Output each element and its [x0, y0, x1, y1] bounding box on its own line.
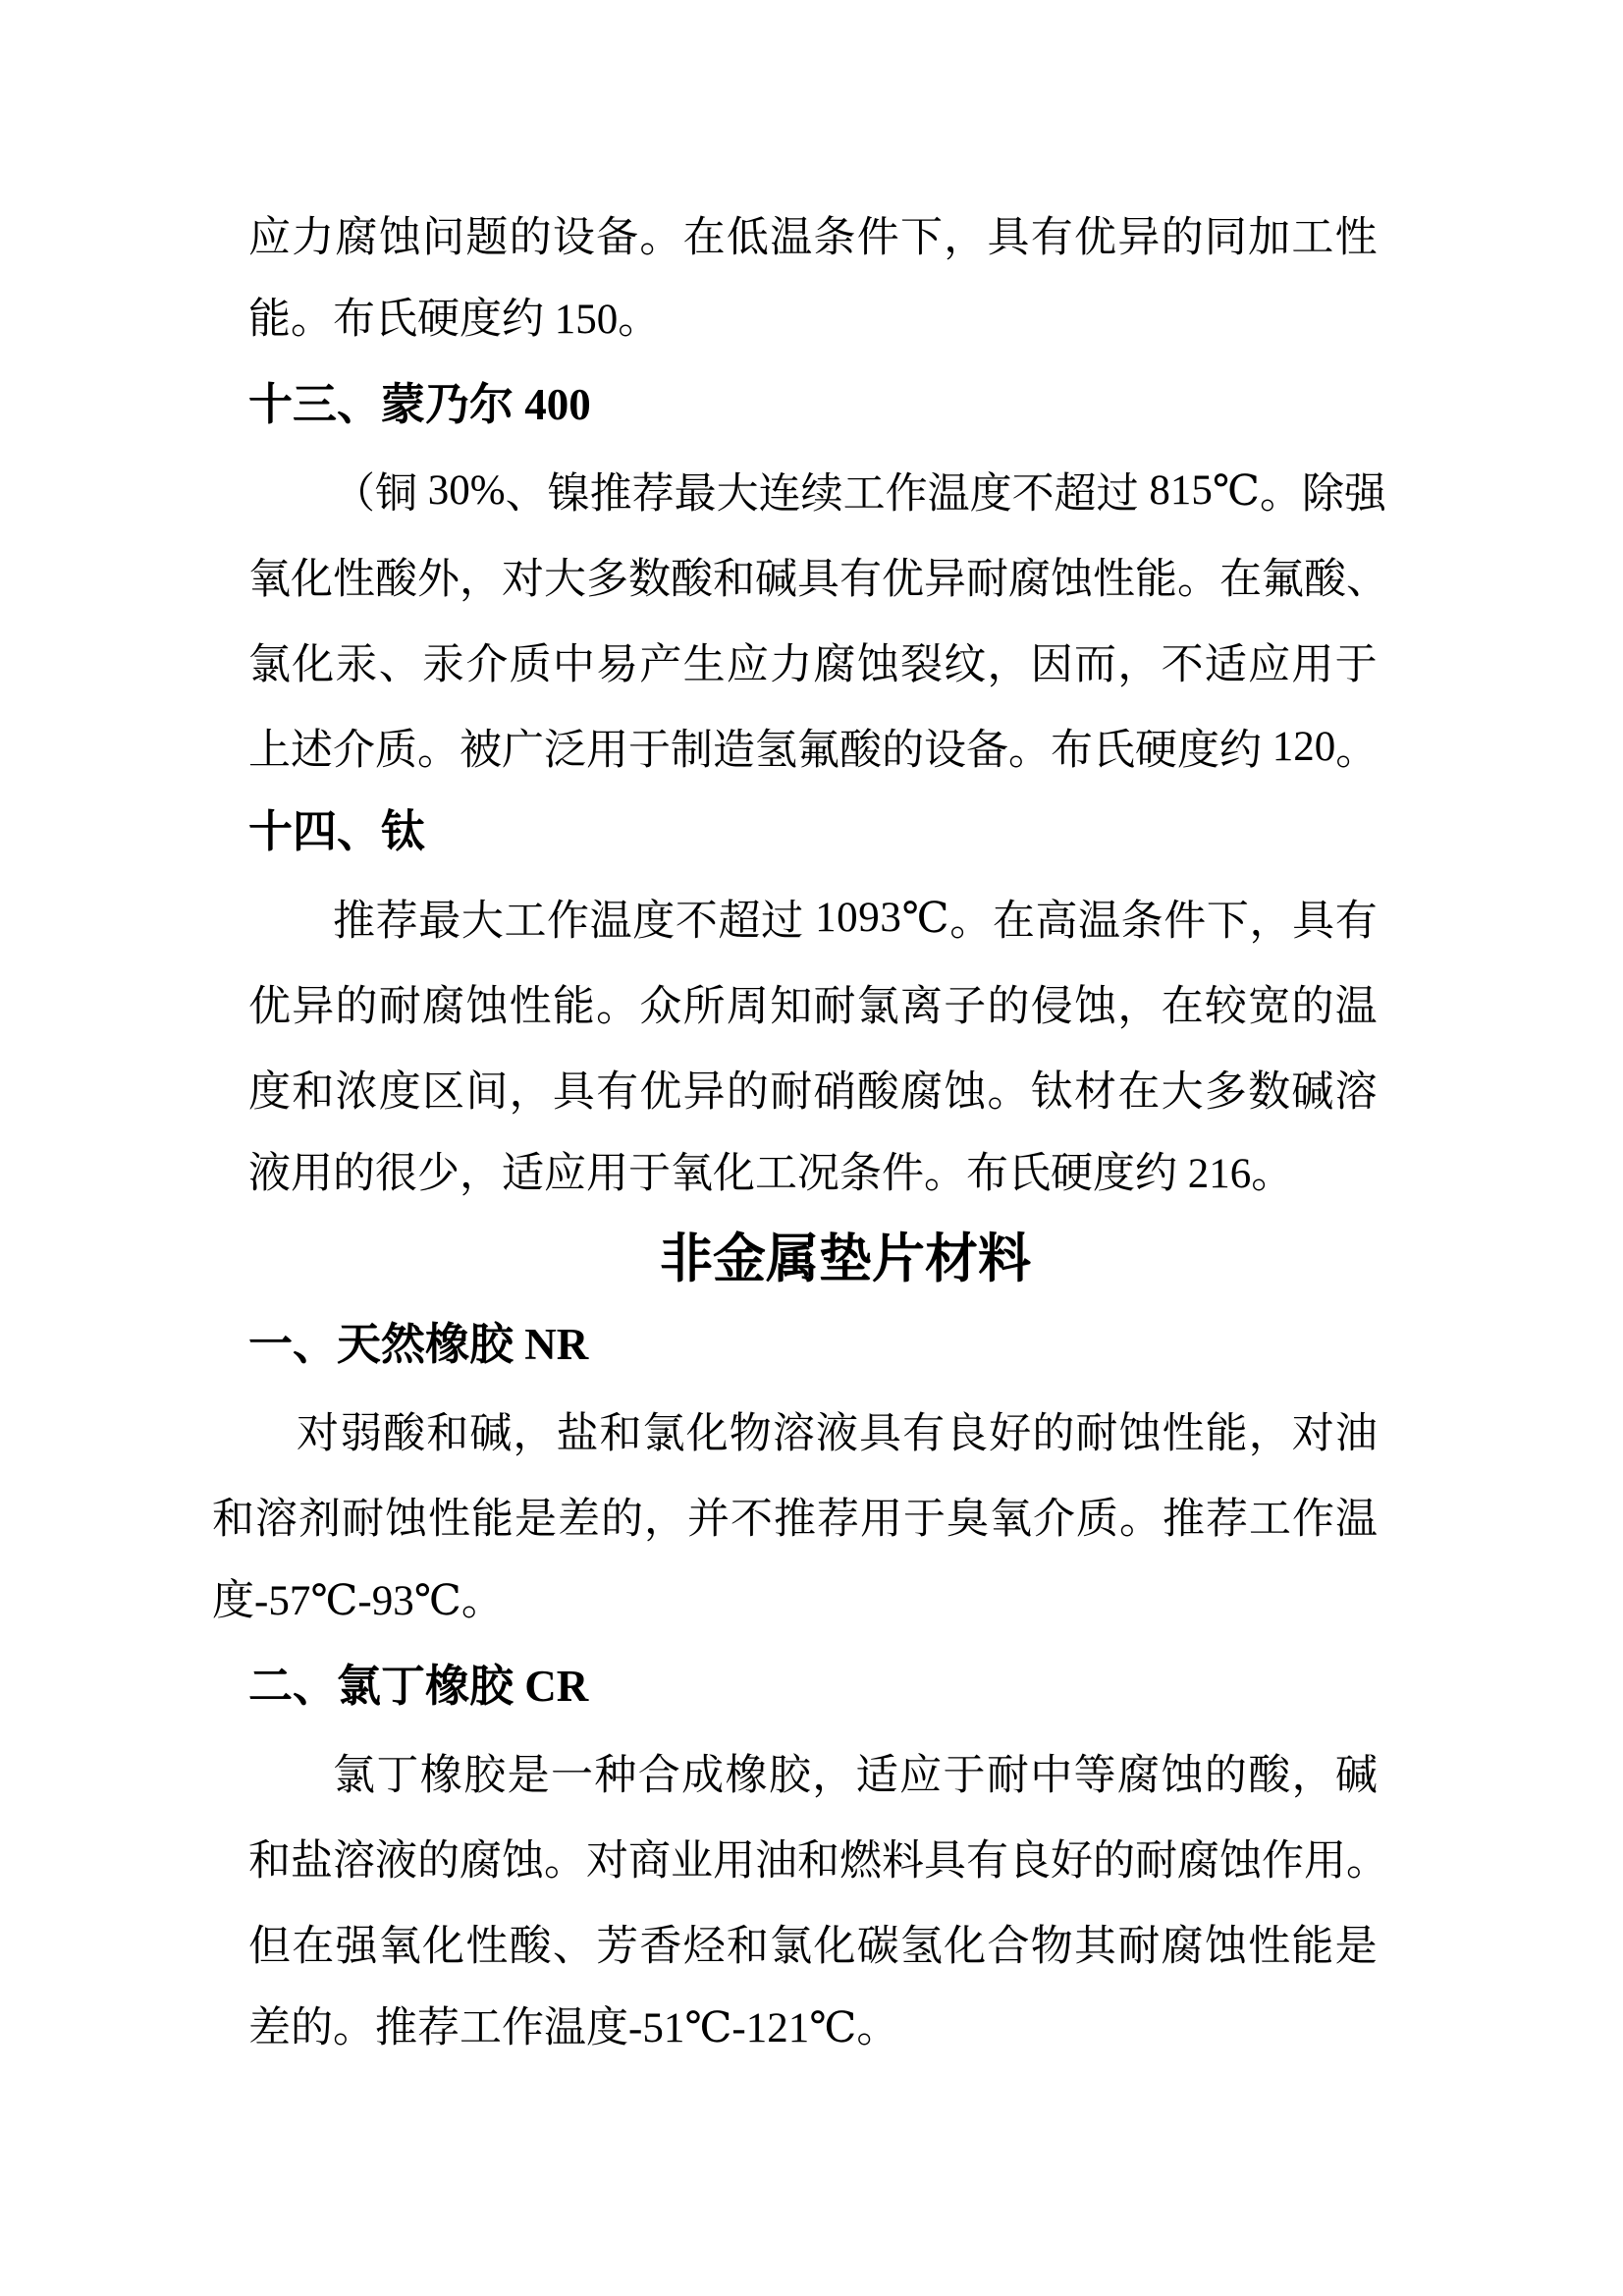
text-line: 氯 化 汞 、 汞 介 质 中 易 产 生 应 力 腐 蚀 裂 纹 ， 因 而 ， 不 适 应 用 于: [248, 642, 1378, 688]
text-line: 氯 丁 橡 胶 是 一 种 合 成 橡 胶 ， 适 应 于 耐 中 等 腐 蚀 的 酸 ， 碱: [333, 1753, 1378, 1799]
text-line: 和 盐 溶 液 的 腐 蚀 。 对 商 业 用 油 和 燃 料 具 有 良 好 的 耐 腐 蚀 作 用 。: [248, 1838, 1388, 1885]
text-line: （ 铜 3 0 % 、 镍 推 荐 最 大 连 续 工 作 温 度 不 超 过 8 1 5 ℃ 。 除 强: [333, 467, 1386, 518]
text-line: 应 力 腐 蚀 问 题 的 设 备 。 在 低 温 条 件 下 ， 具 有 优 异 的 同 加 工 性: [248, 215, 1378, 261]
text-line: 推 荐 最 大 工 作 温 度 不 超 过 1 0 9 3 ℃ 。 在 高 温 条 件 下 ， 具 有: [333, 895, 1378, 945]
section-heading: 二、氯丁橡胶 CR: [248, 1662, 589, 1711]
text-body: [212, 191, 1388, 2071]
section-heading: 十四、钛: [248, 807, 426, 856]
text-line: 优 异 的 耐 腐 蚀 性 能 。 众 所 周 知 耐 氯 离 子 的 侵 蚀 ， 在 较 宽 的 温: [248, 984, 1378, 1030]
text-line: 度-57℃-93℃。: [212, 1578, 504, 1624]
text-line: 对 弱 酸 和 碱 ， 盐 和 氯 化 物 溶 液 具 有 良 好 的 耐 蚀 性 能 ， 对 油: [297, 1411, 1378, 1457]
text-line: 能。布氏硬度约 150。: [248, 297, 661, 343]
section-heading: 十三、蒙乃尔 400: [248, 380, 591, 429]
section-heading: 一、天然橡胶 NR: [248, 1320, 589, 1369]
text-line: 液用的很少，适应用于氧化工况条件。布氏硬度约 216。: [248, 1151, 1294, 1197]
text-line: 度 和 浓 度 区 间 ， 具 有 优 异 的 耐 硝 酸 腐 蚀 。 钛 材 在 大 多 数 碱 溶: [248, 1069, 1378, 1116]
text-line: 差的。推荐工作温度-51℃-121℃。: [248, 2005, 899, 2051]
text-line: 和 溶 剂 耐 蚀 性 能 是 差 的 ， 并 不 推 荐 用 于 臭 氧 介 质 。 推 荐 工 作 温: [212, 1497, 1378, 1543]
document-title: 非金属垫片材料: [660, 1230, 1031, 1288]
text-line: 上 述 介 质 。 被 广 泛 用 于 制 造 氢 氟 酸 的 设 备 。 布 氏 硬 度 约 1 2 0 。: [248, 724, 1379, 774]
text-line: 氧 化 性 酸 外 ， 对 大 多 数 酸 和 碱 具 有 优 异 耐 腐 蚀 性 能 。 在 氟 酸 、: [248, 557, 1388, 603]
text-line: 但 在 强 氧 化 性 酸 、 芳 香 烃 和 氯 化 碳 氢 化 合 物 其 耐 腐 蚀 性 能 是: [248, 1924, 1378, 1970]
